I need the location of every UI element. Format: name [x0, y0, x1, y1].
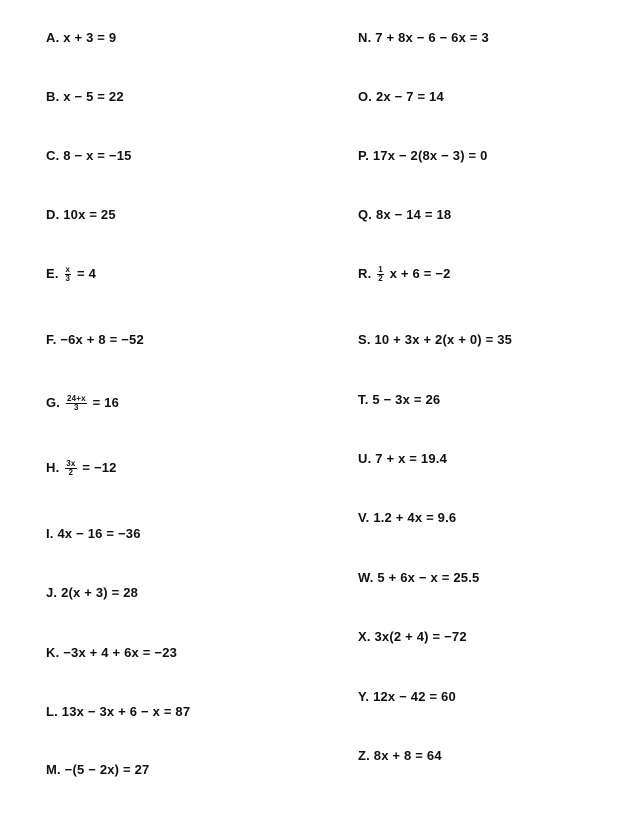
- problem-equation: 8x + 8 = 64: [373, 748, 442, 763]
- fraction-numerator: 24+x: [66, 394, 86, 404]
- problem-label: S.: [358, 332, 371, 347]
- problem-label: Z.: [358, 748, 370, 763]
- problem-l: [46, 704, 190, 720]
- problem-label: H.: [46, 460, 60, 475]
- problem-label: F.: [46, 332, 57, 347]
- fraction: [66, 395, 87, 412]
- problem-label: C.: [46, 148, 60, 163]
- problem-equation: 10 + 3x + 2(x + 0) = 35: [374, 332, 513, 347]
- problem-label: R.: [358, 266, 372, 281]
- fraction-numerator: x: [65, 265, 71, 275]
- problem-equation: = −12: [82, 460, 117, 475]
- problem-n: [358, 30, 489, 46]
- problem-equation: 12x − 42 = 60: [373, 689, 456, 704]
- problem-equation: 8 − x = −15: [63, 148, 132, 163]
- problem-z: [358, 748, 442, 764]
- problem-x: [358, 629, 467, 645]
- problem-label: B.: [46, 89, 60, 104]
- problem-equation: 2x − 7 = 14: [375, 89, 444, 104]
- problem-equation: −(5 − 2x) = 27: [64, 762, 150, 777]
- problem-equation: −3x + 4 + 6x = −23: [63, 645, 178, 660]
- fraction-denominator: 3: [65, 274, 71, 284]
- problem-equation: 7 + x = 19.4: [375, 451, 448, 466]
- problem-label: K.: [46, 645, 60, 660]
- problem-equation: 7 + 8x − 6 − 6x = 3: [375, 30, 489, 45]
- fraction-numerator: 3x: [66, 459, 76, 469]
- problem-k: [46, 645, 177, 661]
- problem-t: [358, 392, 440, 408]
- fraction: [65, 266, 72, 283]
- fraction-denominator: 3: [74, 403, 79, 413]
- problem-equation: −6x + 8 = −52: [60, 332, 144, 347]
- problem-equation: 5 − 3x = 26: [372, 392, 441, 407]
- problem-equation: 4x − 16 = −36: [57, 526, 141, 541]
- problem-o: [358, 89, 444, 105]
- problem-i: [46, 526, 141, 542]
- problem-j: [46, 585, 138, 601]
- fraction: [377, 266, 384, 283]
- problem-label: D.: [46, 207, 60, 222]
- problem-d: [46, 207, 116, 223]
- problem-g: [46, 395, 119, 412]
- problem-label: U.: [358, 451, 372, 466]
- problem-u: [358, 451, 447, 467]
- fraction: [65, 460, 76, 477]
- problem-label: M.: [46, 762, 61, 777]
- problem-equation: 1.2 + 4x = 9.6: [373, 510, 457, 525]
- problem-q: [358, 207, 451, 223]
- problem-equation: 13x − 3x + 6 − x = 87: [61, 704, 191, 719]
- problem-f: [46, 332, 144, 348]
- problem-e: [46, 266, 96, 283]
- problem-equation: x − 5 = 22: [63, 89, 124, 104]
- problem-label: Q.: [358, 207, 373, 222]
- problem-label: O.: [358, 89, 373, 104]
- problem-p: [358, 148, 488, 164]
- problem-equation: 8x − 14 = 18: [375, 207, 452, 222]
- problem-label: A.: [46, 30, 60, 45]
- problem-label: X.: [358, 629, 371, 644]
- problem-label: N.: [358, 30, 372, 45]
- problem-equation: = 16: [92, 395, 120, 410]
- problem-label: W.: [358, 570, 374, 585]
- problem-label: L.: [46, 704, 58, 719]
- problem-label: T.: [358, 392, 369, 407]
- problem-equation: 3x(2 + 4) = −72: [374, 629, 467, 644]
- problem-m: [46, 762, 150, 778]
- problem-label: G.: [46, 395, 61, 410]
- problem-s: [358, 332, 512, 348]
- problem-a: [46, 30, 116, 46]
- problem-equation: = 4: [76, 266, 97, 281]
- problem-c: [46, 148, 132, 164]
- problem-b: [46, 89, 124, 105]
- fraction-denominator: 2: [378, 274, 383, 284]
- problem-equation: 2(x + 3) = 28: [61, 585, 139, 600]
- problem-label: J.: [46, 585, 58, 600]
- problem-equation: x + 3 = 9: [63, 30, 117, 45]
- problem-equation: 10x = 25: [63, 207, 116, 222]
- problem-label: E.: [46, 266, 59, 281]
- problem-w: [358, 570, 479, 586]
- problem-equation: 17x − 2(8x − 3) = 0: [372, 148, 488, 163]
- fraction-numerator: 1: [378, 265, 383, 275]
- problem-h: [46, 460, 117, 477]
- problem-label: P.: [358, 148, 370, 163]
- problem-equation: x + 6 = −2: [389, 266, 451, 281]
- problem-r: [358, 266, 451, 283]
- problem-v: [358, 510, 456, 526]
- problem-label: I.: [46, 526, 54, 541]
- problem-label: Y.: [358, 689, 370, 704]
- problem-label: V.: [358, 510, 370, 525]
- fraction-denominator: 2: [68, 468, 74, 478]
- problem-y: [358, 689, 456, 705]
- problem-equation: 5 + 6x − x = 25.5: [377, 570, 480, 585]
